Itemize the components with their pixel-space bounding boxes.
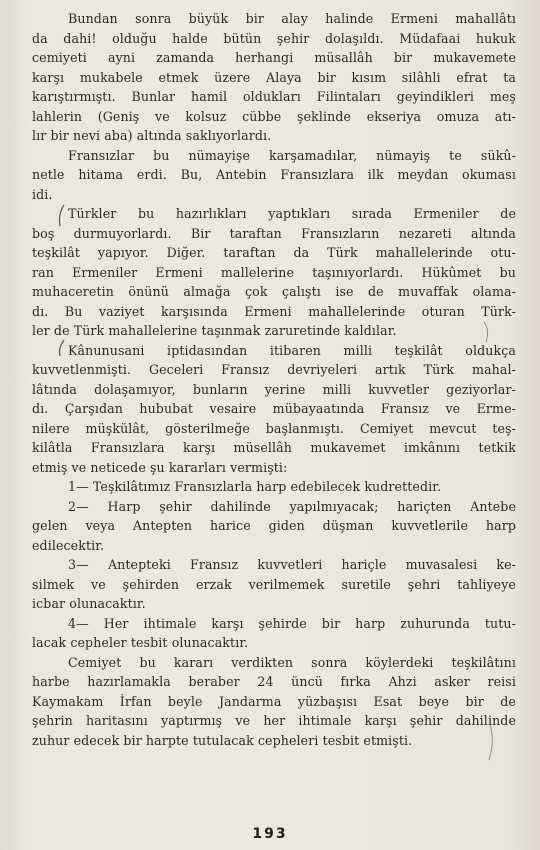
text-line: edilecektir. [32,537,105,553]
text-line: karşı mukabele etmek üzere Alaya bir kısım silâhli efrat ta [32,69,516,85]
text-line: cemiyeti ayni zamanda herhangi müsallâh bir mukavemete [32,50,516,65]
text-line: lır bir nevi aba) altında saklıyorlardı. [32,128,272,143]
text-line: 4— Her ihtimale karşı şehirde bir harp zuhurunda tutu- [68,615,516,631]
text-line: Türkler bu hazırlıkları yaptıkları sırada Ermeniler de [68,206,516,221]
text-line: harbe hazırlamakla beraber 24 üncü fırka Ahzi asker reisi [32,674,516,689]
page-number: 193 [252,826,288,842]
text-line: boş durmuyorlardı. Bir taraftan Fransızların nezareti altında [32,225,516,241]
text-line: netle hitama erdi. Bu, Antebin Fransızlara ilk meydan okuması [32,167,516,182]
text-line: gelen veya Antepten harice giden düşman kuvvetlerile harp [32,518,516,533]
text-line: ran Ermeniler Ermeni mallelerine taşınıyorlardı. Hükûmet bu [32,264,516,280]
text-line: 3— Antepteki Fransız kuvvetleri hariçle muvasalesi ke- [68,557,516,572]
text-line: şehrin haritasını yaptırmış ve her ihtimale karşı şehir dahilinde [32,713,516,728]
text-line: Kaymakam İrfan beyle Jandarma yüzbaşısı Esat beye bir de [32,693,516,709]
text-line: ler de Türk mahallelerine taşınmak zaruretinde kaldılar. [32,323,397,338]
text-line: lahlerin (Geniş ve kolsuz cübbe şeklinde ekseriya omuza atı- [32,108,516,124]
text-line: silmek ve şehirden erzak verilmemek suretile şehri tahliyeye [32,576,516,592]
text-line: Cemiyet bu kararı verdikten sonra köylerdeki teşkilâtını [68,654,516,670]
text-line: zuhur edecek bir harpte tutulacak cepheleri tesbit etmişti. [32,732,413,748]
text-line: idi. [32,186,53,202]
text-line: nilere müşkülât, gösterilmeğe başlanmıştı. Cemiyet mevcut teş- [32,420,516,436]
text-line: kuvvetlenmişti. Geceleri Fransız devriyeleri artık Türk mahal- [32,362,516,377]
text-line: icbar olunacaktır. [32,596,146,611]
text-line: da dahi! olduğu halde bütün şehir dolaşıldı. Müdafaai hukuk [32,30,516,46]
text-line: dı. Çarşıdan hububat vesaire mübayaatında Fransız ve Erme- [32,401,516,416]
text-line: kilâtla Fransızlara karşı müsellâh mukavemet imkânını tetkik [32,440,516,455]
text-line: Kânunusani iptidasından itibaren milli teşkilât oldukça [68,342,516,358]
text-line: teşkilât yapıyor. Diğer. taraftan da Türk mahallelerinde otu- [32,245,516,260]
text-line: lacak cepheler tesbit olunacaktır. [32,635,249,650]
text-line: etmiş ve neticede şu kararları vermişti: [32,459,288,475]
text-line: 2— Harp şehir dahilinde yapılmıyacak; hariçten Antebe [68,498,516,514]
text-line: muhaceretin önünü almağa çok çalıştı ise de muvaffak olama- [32,284,516,299]
text-line: Bundan sonra büyük bir alay halinde Ermeni mahallâtı [68,11,516,26]
text-line: dı. Bu vaziyet karşısında Ermeni mahallelerinde oturan Türk- [32,303,516,319]
body-text [32,9,516,750]
text-line: karıştırmıştı. Bunlar hamil oldukları Filintaları geyindikleri meş [32,89,516,104]
text-line: lâtında dolaşamıyor, bunların yerine milli kuvvetler geziyorlar- [32,381,516,397]
text-line: Fransızlar bu nümayişe karşamadılar, nümayiş te sükû- [68,147,516,163]
text-line: 1— Teşkilâtımız Fransızlarla harp edebilecek kudrettedir. [68,479,442,494]
